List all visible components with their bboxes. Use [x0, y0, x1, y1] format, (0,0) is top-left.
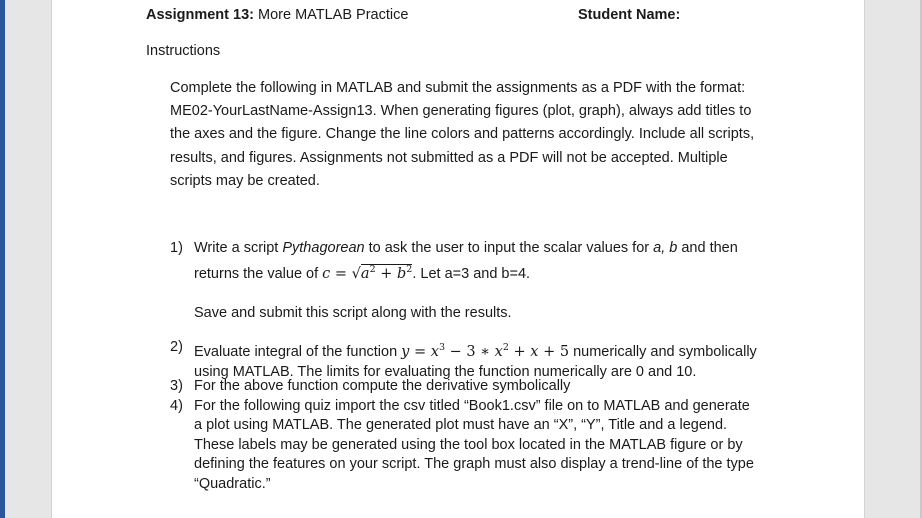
- intro-line: results, and figures. Assignments not submitted as a PDF will not be accepted. Multiple: [170, 149, 728, 166]
- assignment-title: [146, 7, 408, 23]
- task-line: These labels may be generated using the tool box located in the MATLAB figure or by: [194, 436, 743, 453]
- instructions-heading: Instructions: [146, 43, 221, 59]
- intro-line: scripts may be created.: [170, 172, 320, 189]
- task-line: a plot using MATLAB. The generated plot must have an “X”, “Y”, Title and a legend.: [194, 417, 728, 434]
- task-body: [194, 397, 790, 494]
- task-line: [194, 259, 790, 285]
- intro-line: the axes and the figure. Change the line colors and patterns accordingly. Include all scripts,: [170, 126, 755, 143]
- intro-line: Complete the following in MATLAB and submit the assignments as a PDF with the format:: [170, 80, 746, 96]
- task-body: [194, 338, 790, 382]
- intro-paragraph: [170, 77, 776, 193]
- task-line: defining the features on your script. The graph must also display a trend-line of the type: [194, 456, 754, 473]
- task-body: [194, 238, 790, 324]
- task-line: [194, 338, 790, 363]
- task-line: For the following quiz import the csv titled “Book1.csv” file on to MATLAB and generate: [194, 398, 750, 414]
- task-text: Evaluate integral of the function: [194, 344, 402, 360]
- task-text: Write a script: [194, 240, 283, 256]
- task-number: 3): [170, 378, 183, 394]
- save-instruction: Save and submit this script along with the results.: [194, 305, 512, 321]
- task-number: 2): [170, 339, 183, 355]
- task-text: and then: [677, 240, 738, 256]
- task-line: using MATLAB. The limits for evaluating the function numerically are 0 and 10.: [194, 363, 697, 380]
- task-line: [194, 238, 790, 259]
- assignment-name: More MATLAB Practice: [258, 7, 409, 23]
- variables: a, b: [653, 240, 678, 256]
- task-number: 1): [170, 240, 183, 256]
- task-body: [194, 377, 790, 397]
- task-text: to ask the user to input the scalar values for: [364, 240, 654, 256]
- student-name-label: Student Name:: [578, 7, 681, 23]
- intro-line: ME02-YourLastName-Assign13. When generating figures (plot, graph), always add titles to: [170, 103, 752, 120]
- task-text: . Let a=3 and b=4.: [412, 266, 531, 282]
- function-formula: $y = x^3 - 3$ ∗ $x^2 + x + 5$: [401, 342, 570, 360]
- task-line: For the above function compute the derivative symbolically: [194, 378, 571, 394]
- header-row: [146, 7, 786, 27]
- window-left-border: [0, 0, 5, 518]
- task-text: returns the value of: [194, 266, 323, 282]
- document-page: [52, 0, 864, 518]
- assignment-label: Assignment 13:: [146, 7, 254, 23]
- task-number: 4): [170, 398, 183, 414]
- task-line: “Quadratic.”: [194, 475, 271, 492]
- task-text: numerically and symbolically: [569, 344, 757, 360]
- pythagorean-formula: $c = √a^2 + b^2$: [322, 264, 413, 282]
- script-name: Pythagorean: [282, 240, 365, 256]
